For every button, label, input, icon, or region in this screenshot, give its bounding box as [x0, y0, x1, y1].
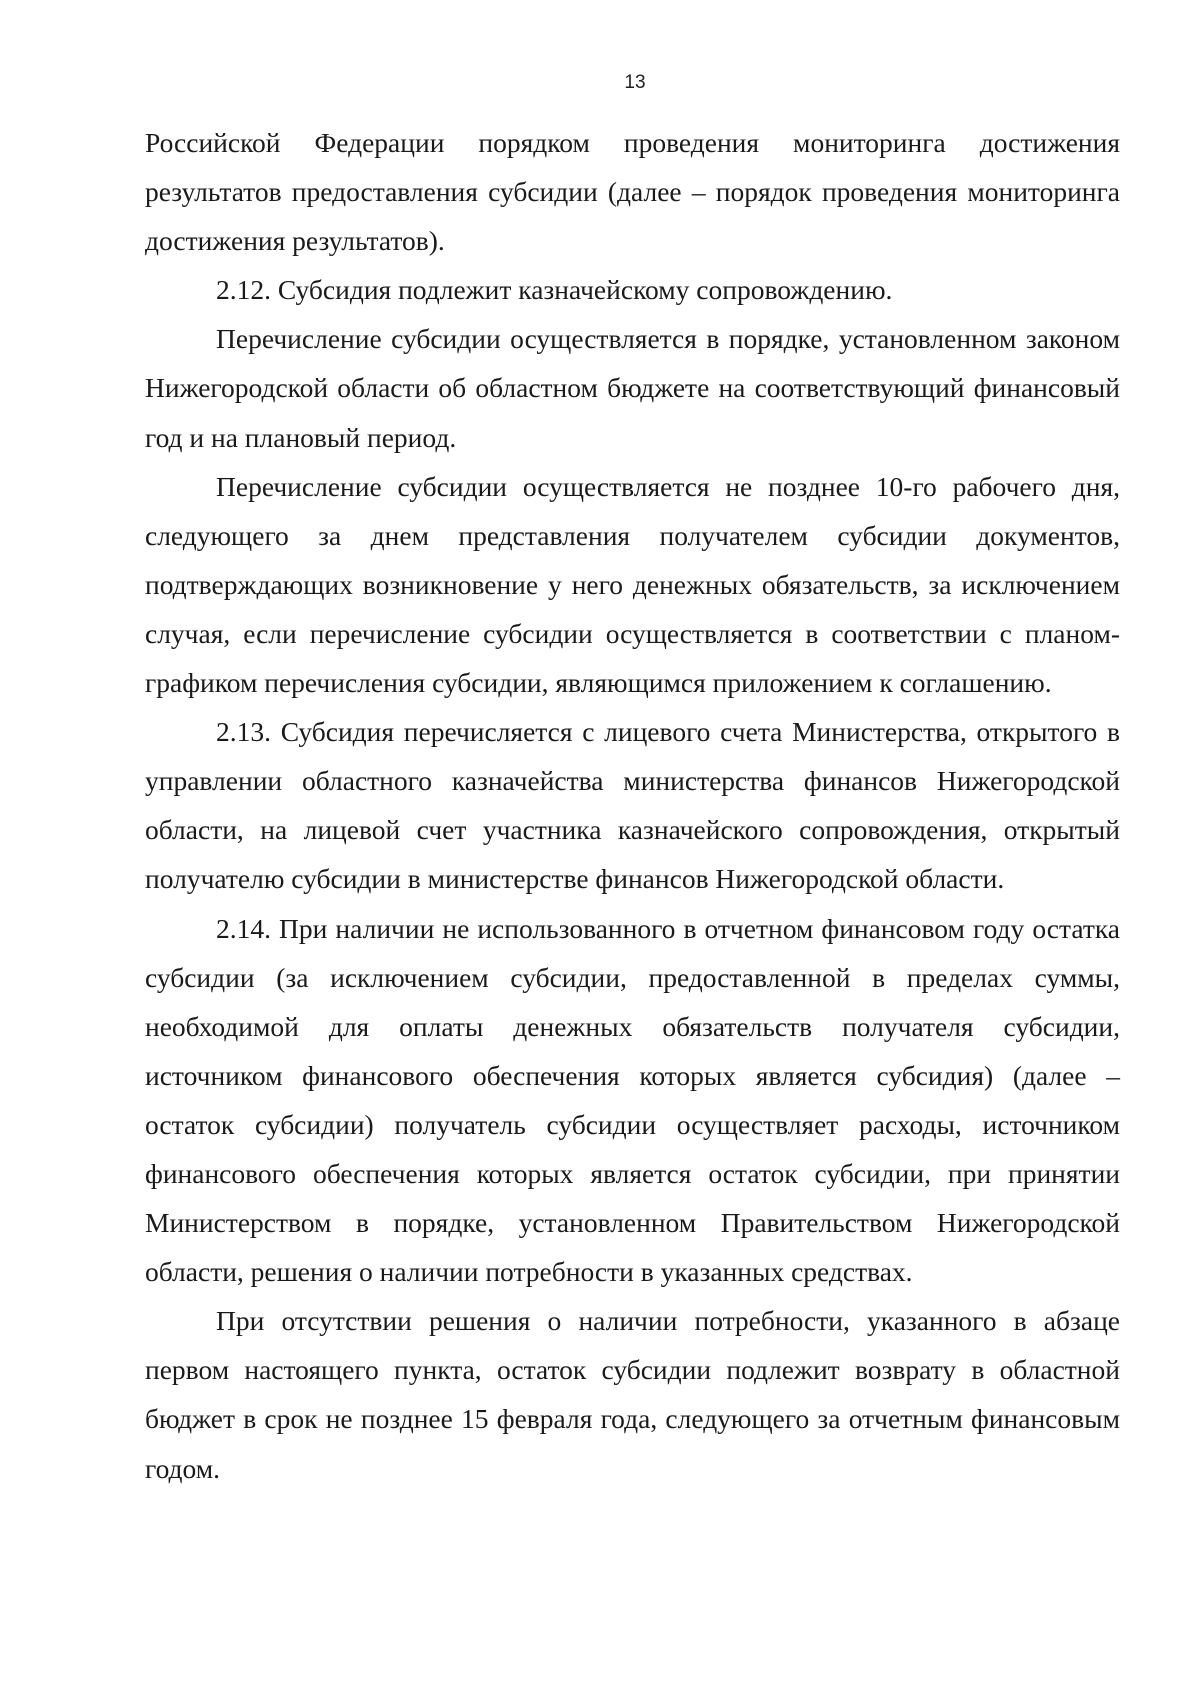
- paragraph-transfer-order: Перечисление субсидии осуществляется в порядке, установленном законом Нижегородской области об областном бюджете на соответствующий финансовый год и на плановый период.: [145, 323, 1120, 453]
- paragraph-2-14: 2.14. При наличии не использованного в отчетном финансовом году остатка субсидии (за исключением субсидии, предоставленной в пределах суммы, необходимой для оплаты денежных обязательств получателя субсидии, источником финансового обеспечения которых является субсидия) (далее – остаток субсидии) получатель субсидии осуществляет расходы, источником финансового обеспечения которых является остаток субсидии, при принятии Министерством в порядке, установленном Правительством Нижегородской области, решения о наличии потребности в указанных средствах.: [145, 912, 1120, 1288]
- paragraph-transfer-deadline: Перечисление субсидии осуществляется не позднее 10-го рабочего дня, следующего за днем представления получателем субсидии документов, подтверждающих возникновение у него денежных обязательств, за исключением случая, если перечисление субсидии осуществляется в соответствии с планом-графиком перечисления субсидии, являющимся приложением к соглашению.: [145, 470, 1120, 699]
- page-number: 13: [624, 72, 646, 93]
- paragraph-return-of-balance: При отсутствии решения о наличии потребности, указанного в абзаце первом настоящего пункта, остаток субсидии подлежит возврату в областной бюджет в срок не позднее 15 февраля года, следующего за отчетным финансовым годом.: [145, 1305, 1120, 1484]
- paragraph-continuation: Российской Федерации порядком проведения мониторинга достижения результатов предоставления субсидии (далее – порядок проведения мониторинга достижения результатов).: [145, 127, 1120, 257]
- paragraph-2-13: 2.13. Субсидия перечисляется с лицевого счета Министерства, открытого в управлении областного казначейства министерства финансов Нижегородской области, на лицевой счет участника казначейского сопровождения, открытый получателю субсидии в министерстве финансов Нижегородской области.: [145, 716, 1120, 895]
- document-body: [145, 118, 1120, 1493]
- paragraph-2-12: 2.12. Субсидия подлежит казначейскому сопровождению.: [216, 274, 893, 306]
